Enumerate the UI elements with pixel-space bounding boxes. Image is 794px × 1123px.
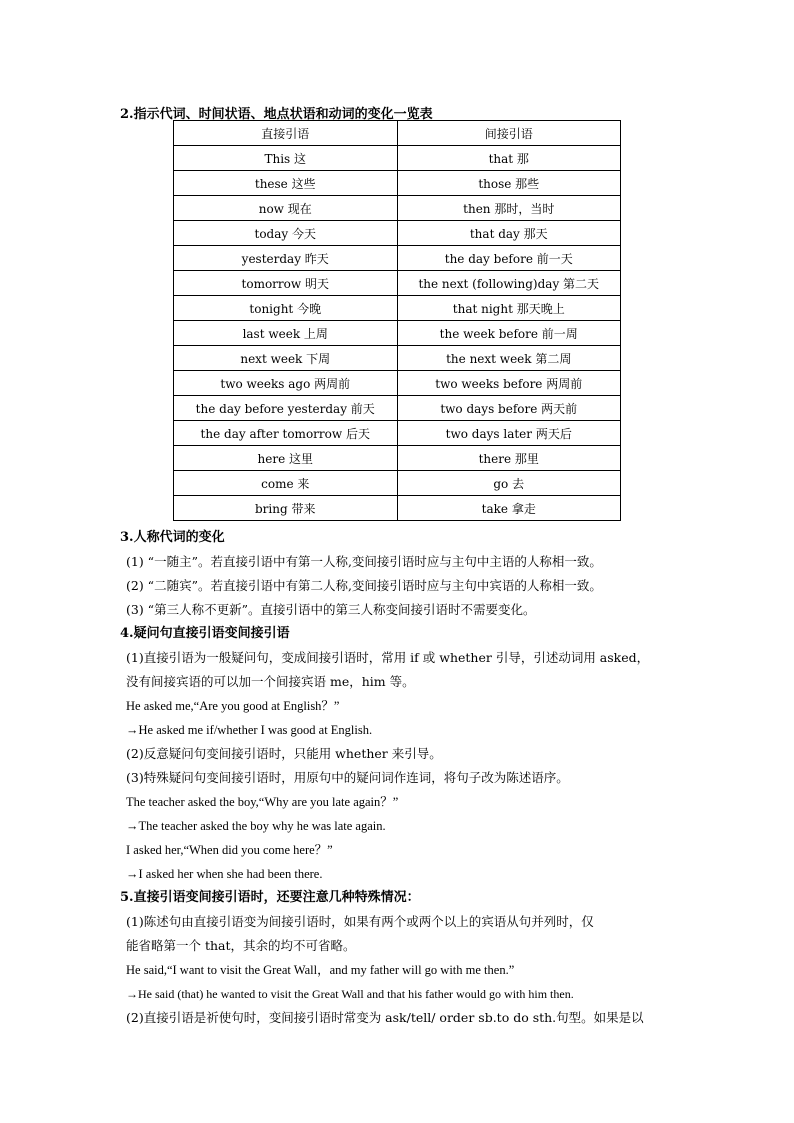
section-5-line: 能省略第一个 that，其余的均不可省略。	[126, 938, 356, 953]
table-cell: go 去	[397, 471, 621, 496]
table-cell: that night 那天晚上	[397, 296, 621, 321]
example-sentence: →I asked her when she had been there.	[126, 867, 323, 881]
table-row	[174, 496, 621, 521]
table-cell: today 今天	[174, 221, 398, 246]
reference-table	[173, 120, 621, 521]
table-cell: the next (following)day 第二天	[397, 271, 621, 296]
section-3-item-1: (1) “一随主”。若直接引语中有第一人称,变间接引语时应与主句中主语的人称相一致。	[126, 554, 602, 569]
table-cell: yesterday 昨天	[174, 246, 398, 271]
table-cell: then 那时，当时	[397, 196, 621, 221]
section-5-line: (2)直接引语是祈使句时，变间接引语时常变为 ask/tell/ order sb.to do sth.句型。如果是以	[126, 1010, 644, 1025]
table-row	[174, 271, 621, 296]
example-sentence: He said,“I want to visit the Great Wall，and my father will go with me then.”	[126, 963, 515, 977]
table-row	[174, 346, 621, 371]
table-cell: that day 那天	[397, 221, 621, 246]
section-4-line: (3)特殊疑问句变间接引语时，用原句中的疑问词作连词，将句子改为陈述语序。	[126, 770, 569, 785]
section-3-title: 3.人称代词的变化	[120, 530, 225, 545]
section-4-line: 没有间接宾语的可以加一个间接宾语 me，him 等。	[126, 674, 415, 689]
table-cell: two weeks before 两周前	[397, 371, 621, 396]
table-cell: two days before 两天前	[397, 396, 621, 421]
table-row	[174, 221, 621, 246]
table-cell: two weeks ago 两周前	[174, 371, 398, 396]
table-row	[174, 246, 621, 271]
table-row	[174, 446, 621, 471]
table-cell: come 来	[174, 471, 398, 496]
table-cell: there 那里	[397, 446, 621, 471]
table-row	[174, 471, 621, 496]
section-5-title: 5.直接引语变间接引语时，还要注意几种特殊情况：	[120, 890, 420, 905]
example-sentence: I asked her,“When did you come here？”	[126, 843, 333, 857]
section-4-title: 4.疑问句直接引语变间接引语	[120, 626, 290, 641]
example-sentence: The teacher asked the boy,“Why are you late again？”	[126, 795, 399, 809]
table-row	[174, 371, 621, 396]
table-header-row	[174, 121, 621, 146]
table-cell: next week 下周	[174, 346, 398, 371]
header-cell-direct: 直接引语	[174, 121, 398, 146]
table-cell: the next week 第二周	[397, 346, 621, 371]
table-cell: the day after tomorrow 后天	[174, 421, 398, 446]
table-cell: bring 带来	[174, 496, 398, 521]
table-cell: those 那些	[397, 171, 621, 196]
example-sentence: He asked me,“Are you good at English？”	[126, 699, 340, 713]
table-cell: two days later 两天后	[397, 421, 621, 446]
table-cell: take 拿走	[397, 496, 621, 521]
table-cell: that 那	[397, 146, 621, 171]
table-cell: last week 上周	[174, 321, 398, 346]
table-row	[174, 171, 621, 196]
table-row	[174, 321, 621, 346]
section-5-line: (1)陈述句由直接引语变为间接引语时，如果有两个或两个以上的宾语从句并列时，仅	[126, 914, 594, 929]
table-cell: the week before 前一周	[397, 321, 621, 346]
table-row	[174, 196, 621, 221]
table-cell: now 现在	[174, 196, 398, 221]
example-sentence: →The teacher asked the boy why he was late again.	[126, 819, 386, 833]
section-3-item-2: (2) “二随宾”。若直接引语中有第二人称,变间接引语时应与主句中宾语的人称相一致。	[126, 578, 602, 593]
table-cell: tonight 今晚	[174, 296, 398, 321]
table-row	[174, 296, 621, 321]
table-cell: these 这些	[174, 171, 398, 196]
table-cell: the day before 前一天	[397, 246, 621, 271]
table-cell: the day before yesterday 前天	[174, 396, 398, 421]
header-cell-indirect: 间接引语	[397, 121, 621, 146]
section-4-line: (2)反意疑问句变间接引语时，只能用 whether 来引导。	[126, 746, 442, 761]
section-2-title: 2.指示代词、时间状语、地点状语和动词的变化一览表	[120, 107, 433, 122]
table-row	[174, 421, 621, 446]
example-sentence: →He asked me if/whether I was good at English.	[126, 723, 373, 737]
section-4-line: (1)直接引语为一般疑问句，变成间接引语时，常用 if 或 whether 引导，引述动词用 asked，	[126, 650, 650, 665]
table-row	[174, 396, 621, 421]
table-cell: tomorrow 明天	[174, 271, 398, 296]
section-3-item-3: (3) “第三人称不更新”。直接引语中的第三人称变间接引语时不需要变化。	[126, 602, 536, 617]
table-cell: here 这里	[174, 446, 398, 471]
table-cell: This 这	[174, 146, 398, 171]
table-row	[174, 146, 621, 171]
example-sentence: →He said (that) he wanted to visit the Great Wall and that his father would go with him then.	[126, 987, 574, 1001]
